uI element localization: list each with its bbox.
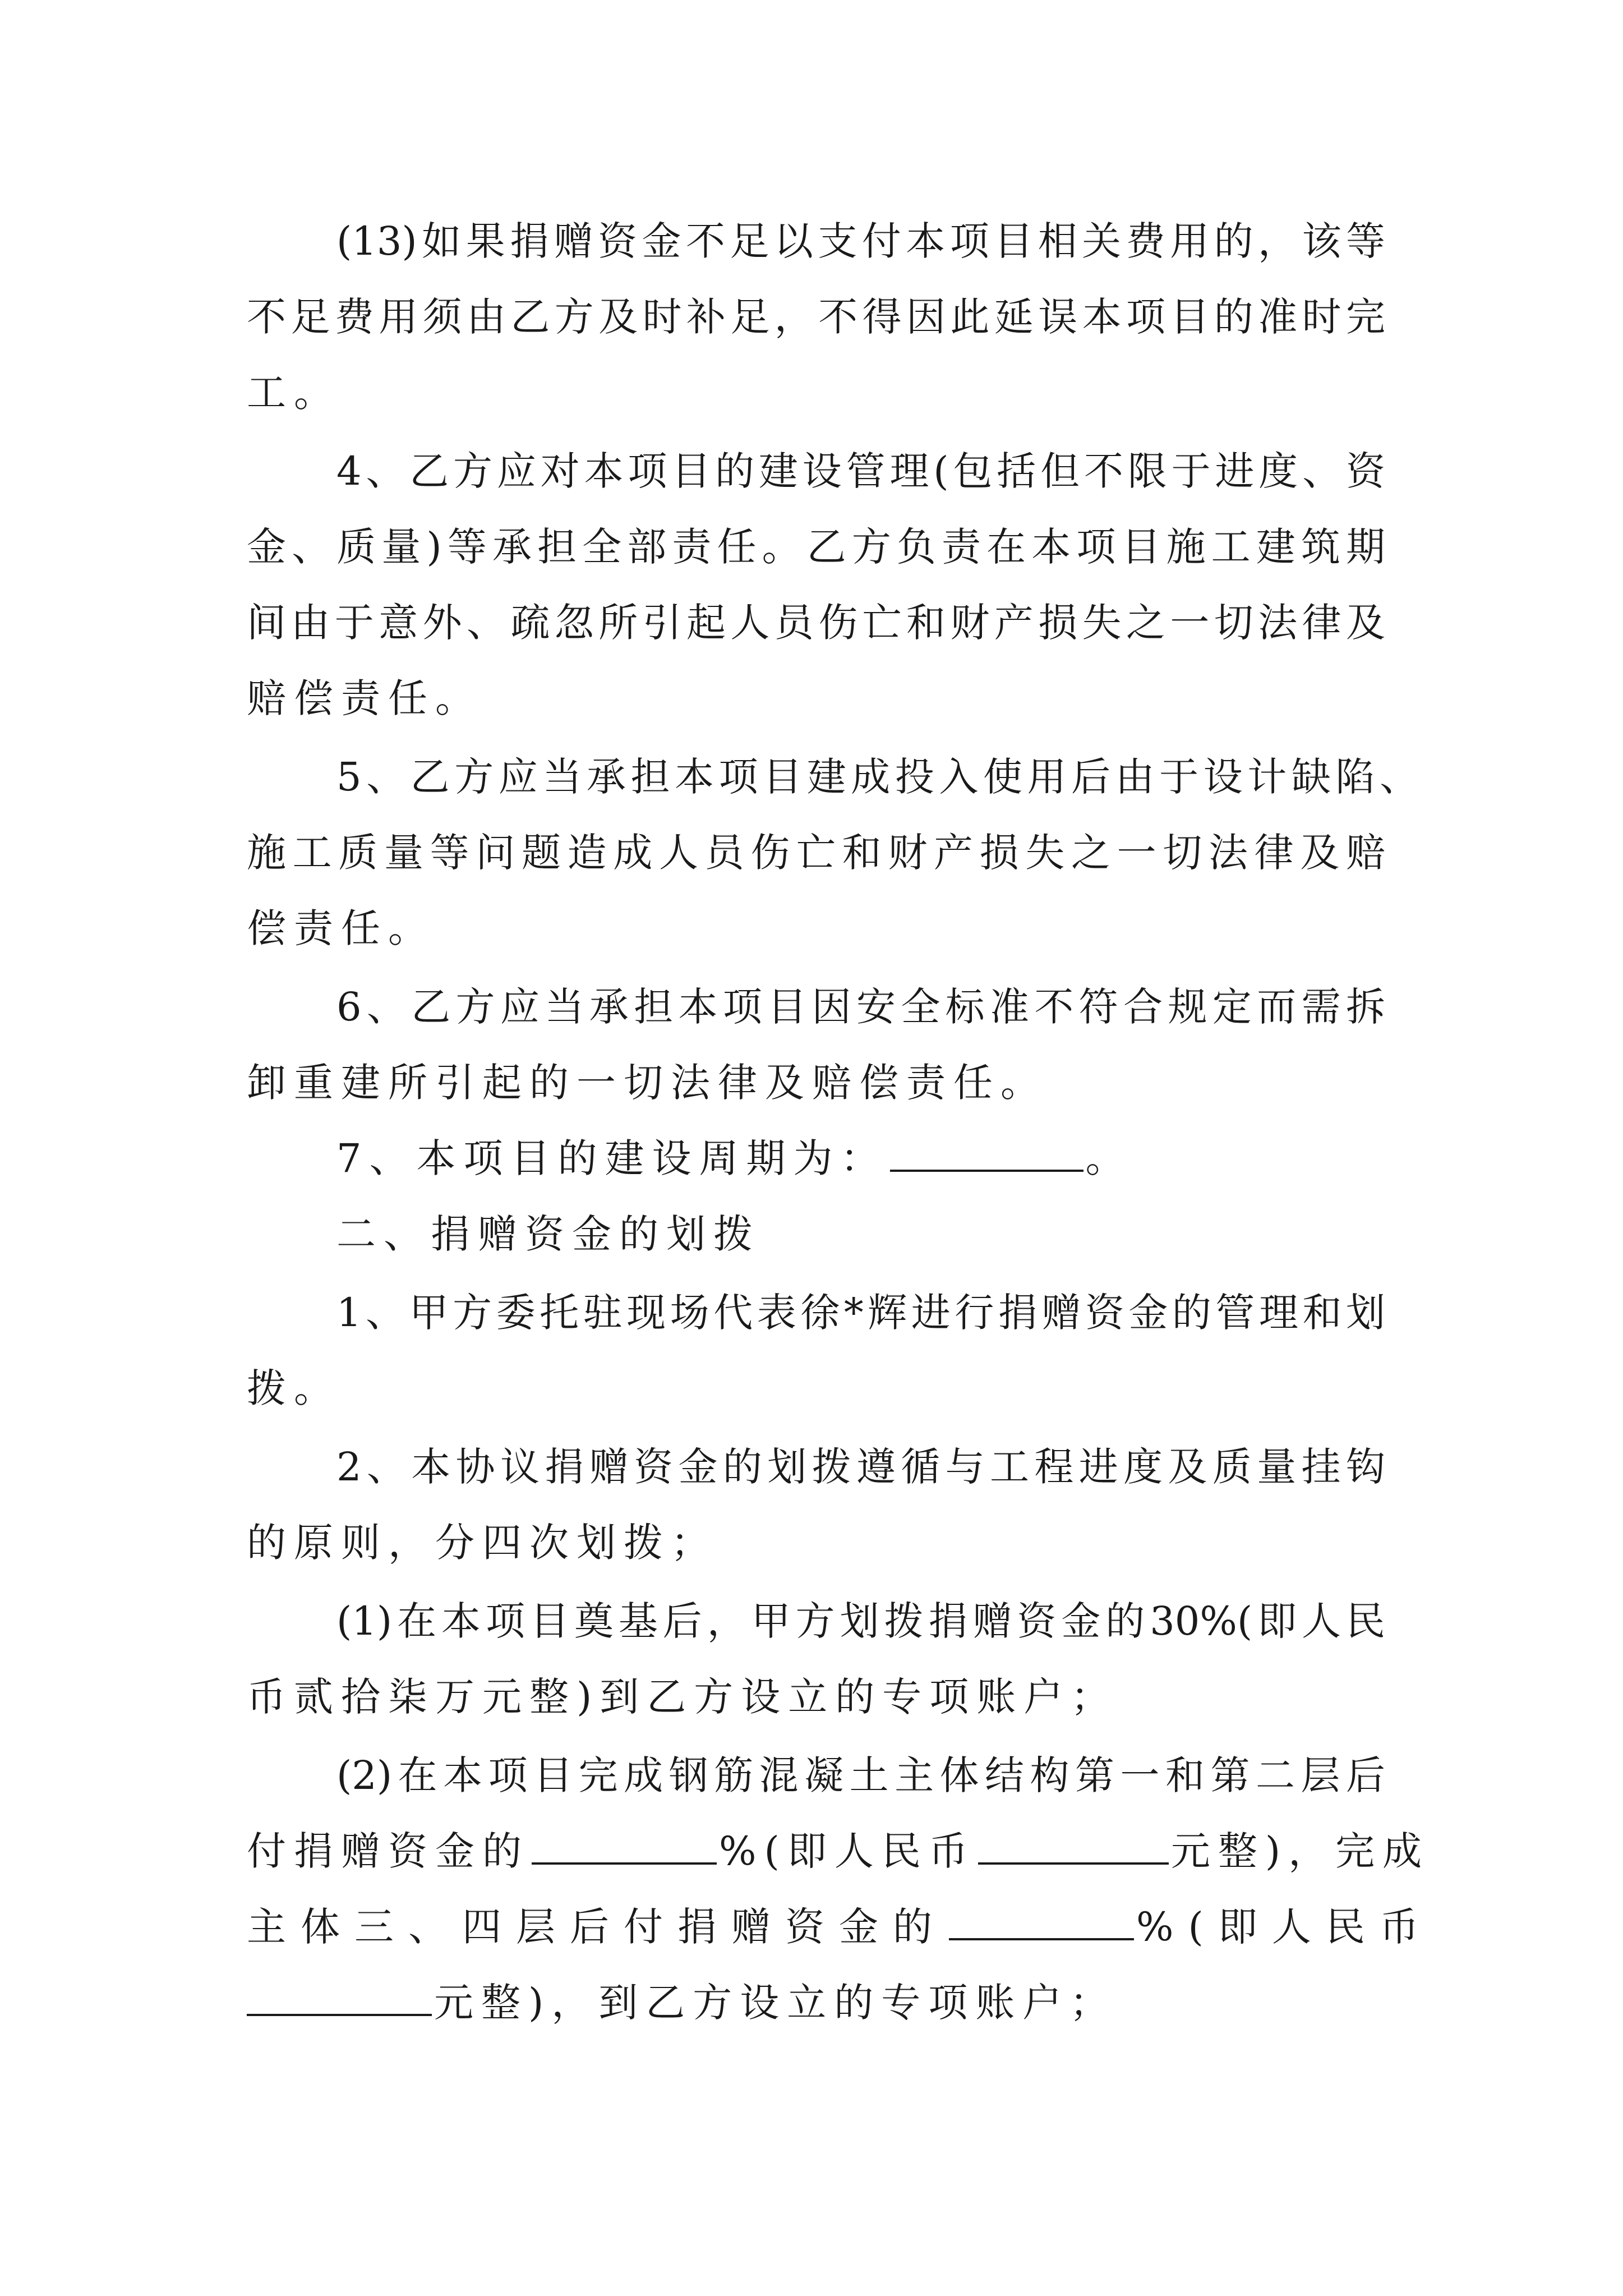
- paragraph-line: 1、甲方委托驻现场代表徐*辉进行捐赠资金的管理和划: [336, 1290, 1385, 1336]
- fill-line: [247, 1826, 1430, 1876]
- period-suffix: 。: [1085, 1135, 1133, 1181]
- paragraph-line: 币贰拾柒万元整)到乙方设立的专项账户；: [247, 1674, 1118, 1720]
- paragraph-line: 卸重建所引起的一切法律及赔偿责任。: [247, 1060, 1048, 1106]
- paragraph-line: (1)在本项目奠基后，甲方划拨捐赠资金的30%(即人民: [336, 1598, 1385, 1644]
- paragraph-line: 施工质量等问题造成人员伤亡和财产损失之一切法律及赔: [247, 830, 1385, 876]
- paragraph-line: 工。: [247, 370, 341, 416]
- paragraph-line: 偿责任。: [247, 905, 435, 951]
- paragraph-line: 5、乙方应当承担本项目建成投入使用后由于设计缺陷、: [336, 754, 1419, 800]
- paragraph-line: 6、乙方应当承担本项目因安全标准不符合规定而需拆: [336, 984, 1385, 1030]
- fill-text: 元整)，完成: [1170, 1828, 1430, 1874]
- paragraph-line: 赔偿责任。: [247, 675, 482, 721]
- amount-blank: [247, 1980, 432, 2016]
- section-heading: 二、捐赠资金的划拨: [336, 1211, 760, 1257]
- paragraph-line: 拨。: [247, 1365, 341, 1411]
- paragraph-line: 2、本协议捐赠资金的划拨遵循与工程进度及质量挂钩: [336, 1444, 1385, 1490]
- fill-line: [247, 1902, 1433, 1952]
- fill-line: [247, 1977, 1117, 2028]
- fill-text: 元整)，到乙方设立的专项账户；: [434, 1980, 1117, 2026]
- paragraph-line: 金、质量)等承担全部责任。乙方负责在本项目施工建筑期: [247, 524, 1385, 570]
- fill-text: 主体三、四层后付捐赠资金的: [247, 1904, 947, 1950]
- amount-blank: [978, 1829, 1169, 1865]
- period-label: 7、本项目的建设周期为：: [336, 1135, 888, 1181]
- fill-text: %(即人民币: [719, 1828, 976, 1874]
- fill-text: 付捐赠资金的: [247, 1828, 529, 1874]
- paragraph-line: 4、乙方应对本项目的建设管理(包括但不限于进度、资: [336, 448, 1385, 494]
- paragraph-line: 间由于意外、疏忽所引起人员伤亡和财产损失之一切法律及: [247, 600, 1385, 646]
- percent-blank: [949, 1904, 1134, 1940]
- percent-blank: [532, 1829, 717, 1865]
- paragraph-line: (13)如果捐赠资金不足以支付本项目相关费用的，该等: [336, 218, 1385, 264]
- fill-text: %(即人民币: [1136, 1904, 1433, 1950]
- paragraph-line: 的原则，分四次划拨；: [247, 1520, 718, 1566]
- paragraph-line: (2)在本项目完成钢筋混凝土主体结构第一和第二层后: [336, 1752, 1385, 1798]
- period-blank: [890, 1136, 1083, 1172]
- period-line: [336, 1133, 1133, 1184]
- paragraph-line: 不足费用须由乙方及时补足，不得因此延误本项目的准时完: [247, 294, 1385, 340]
